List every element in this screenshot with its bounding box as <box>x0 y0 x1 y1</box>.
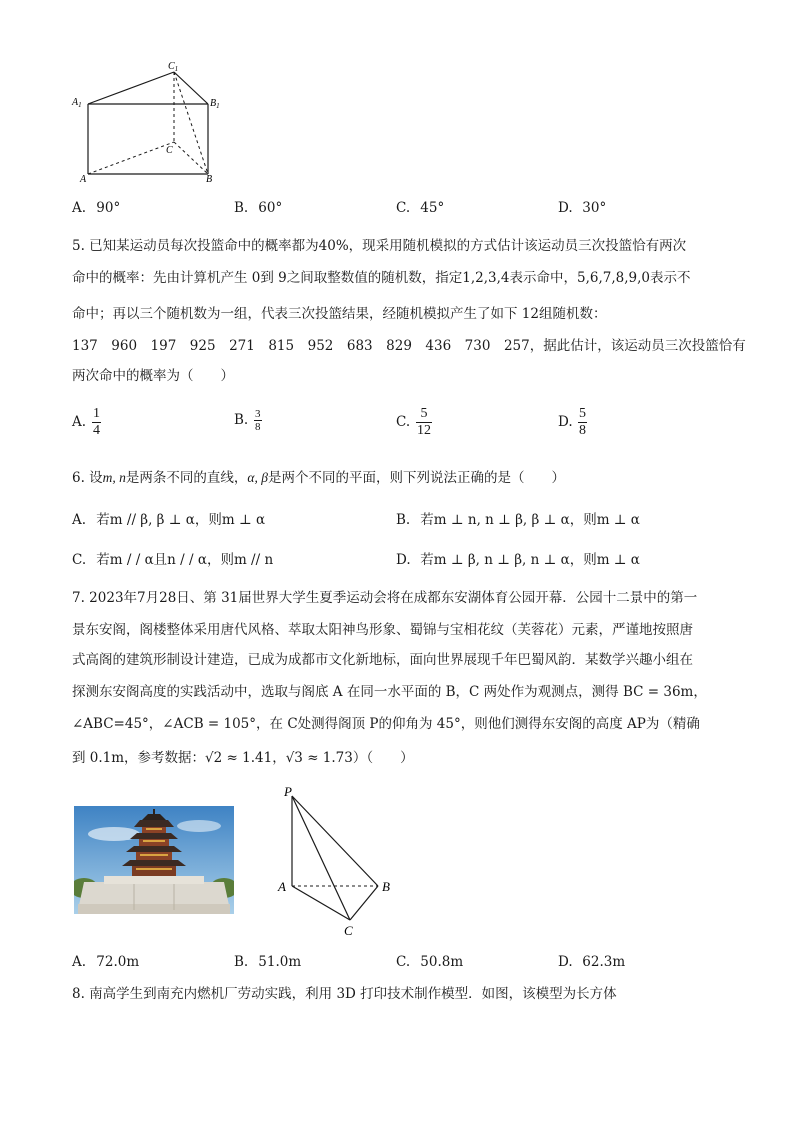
q4-option-c[interactable]: C. 45° <box>396 200 445 216</box>
q7-line-5: ∠ABC=45°，∠ACB = 105°，在 C处测得阁顶 P的仰角为 45°，则他们测得东安阁的高度 AP为（精确 <box>72 716 700 732</box>
pavilion-photo <box>74 806 234 914</box>
q6-option-d[interactable]: D. 若m ⊥ β, n ⊥ β, n ⊥ α，则m ⊥ α <box>396 552 640 568</box>
q7-option-c[interactable]: C. 50.8m <box>396 954 464 970</box>
q7-line-6: 到 0.1m，参考数据：√2 ≈ 1.41，√3 ≈ 1.73）（ ） <box>72 750 414 766</box>
q7-line-4: 探测东安阁高度的实践活动中，选取与阁底 A 在同一水平面的 B，C 两处作为观测点，测得 BC = 36m， <box>72 684 707 700</box>
label-a: A <box>80 174 87 185</box>
q7-line-1: 7. 2023年7月28日、第 31届世界大学生夏季运动会将在成都东安湖体育公园开幕．公园十二景中的第一 <box>72 590 698 606</box>
q6-stem: 6. 设m, n是两条不同的直线，α, β是两个不同的平面，则下列说法正确的是（ ） <box>72 470 565 486</box>
label-a: A <box>278 879 286 894</box>
q6-option-c[interactable]: C. 若m / / α且n / / α，则m // n <box>72 552 274 568</box>
q8-line-1: 8. 南高学生到南充内燃机厂劳动实践，利用 3D 打印技术制作模型．如图，该模型为长方体 <box>72 986 617 1002</box>
q7-option-b[interactable]: B. 51.0m <box>234 954 302 970</box>
q5-option-b[interactable]: B. $\frac{3}{8}$ <box>234 408 261 433</box>
q7-line-2: 景东安阁，阁楼整体采用唐代风格、萃取太阳神鸟形象、蜀锦与宝相花纹（芙蓉花）元素，严谨地按照唐 <box>72 622 693 638</box>
q7-option-d[interactable]: D. 62.3m <box>558 954 626 970</box>
q4-option-d[interactable]: D. 30° <box>558 200 607 216</box>
label-c1: $C_1$ <box>168 61 179 73</box>
q5-option-c[interactable]: C. $\frac{5}{12}$ <box>396 406 431 438</box>
label-c: C <box>166 145 173 156</box>
label-c: C <box>344 923 353 938</box>
q5-line-5: 两次命中的概率为（ ） <box>72 368 234 384</box>
q4-option-a[interactable]: A. 90° <box>72 200 121 216</box>
label-p: P <box>284 784 292 799</box>
q6-option-b[interactable]: B. 若m ⊥ n, n ⊥ β, β ⊥ α，则m ⊥ α <box>396 512 640 528</box>
label-b: B <box>206 174 213 185</box>
pyramid-figure <box>276 782 406 942</box>
q5-line-2: 命中的概率：先由计算机产生 0到 9之间取整数值的随机数，指定1,2,3,4表示命中，5,6,7,8,9,0表示不 <box>72 270 691 286</box>
q6-option-a[interactable]: A. 若m // β, β ⊥ α，则m ⊥ α <box>72 512 266 528</box>
q7-line-3: 式高阁的建筑形制设计建造，已成为成都市文化新地标，面向世界展现千年巴蜀风韵．某数学兴趣小组在 <box>72 652 693 668</box>
q4-option-b[interactable]: B. 60° <box>234 200 283 216</box>
label-b: B <box>382 879 390 894</box>
prism-figure <box>70 58 230 186</box>
q5-option-d[interactable]: D. $\frac{5}{8}$ <box>558 406 586 438</box>
label-b1: $B_1$ <box>210 98 220 110</box>
q5-line-4: 137 960 197 925 271 815 952 683 829 436 730 257，据此估计，该运动员三次投篮恰有 <box>72 338 746 354</box>
q5-line-1: 5. 已知某运动员每次投篮命中的概率都为40%，现采用随机模拟的方式估计该运动员三次投篮恰有两次 <box>72 238 687 254</box>
label-a1: $A_1$ <box>72 97 82 109</box>
q5-option-a[interactable]: A. $\frac{1}{4}$ <box>72 406 100 438</box>
q5-line-3: 命中；再以三个随机数为一组，代表三次投篮结果，经随机模拟产生了如下 12组随机数： <box>72 306 607 322</box>
q7-option-a[interactable]: A. 72.0m <box>72 954 140 970</box>
